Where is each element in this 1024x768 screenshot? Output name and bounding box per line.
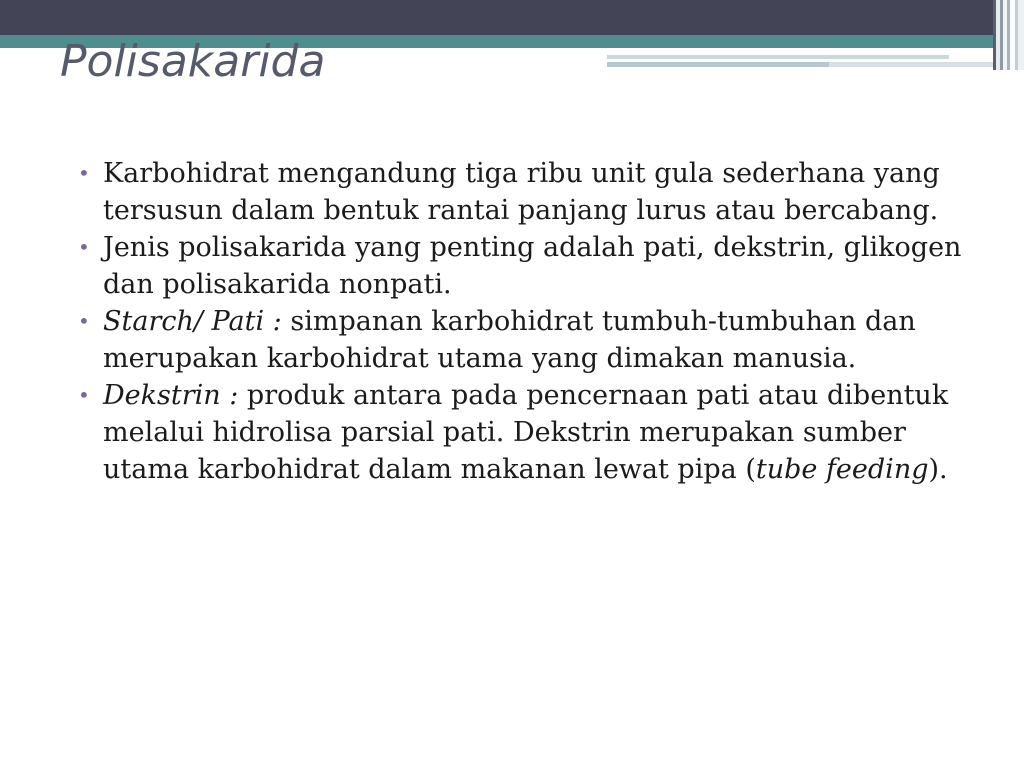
bullet-text: Karbohidrat mengandung tiga ribu unit gula sederhana yang tersusun dalam bentuk rantai panjang lurus atau bercabang. bbox=[103, 158, 940, 226]
slide-title: Polisakarida bbox=[60, 36, 326, 87]
bullet-lead-term: Dekstrin : bbox=[103, 380, 239, 411]
header-stripes bbox=[993, 0, 1024, 70]
header-accent-line bbox=[829, 62, 999, 67]
bullet-content bbox=[103, 306, 916, 374]
bullet-icon: • bbox=[78, 235, 90, 259]
bullet-lead-term: Starch/ Pati : bbox=[103, 306, 282, 337]
list-item bbox=[78, 377, 978, 488]
bullet-icon: • bbox=[78, 309, 90, 333]
list-item bbox=[78, 229, 978, 303]
bullet-content bbox=[103, 380, 948, 485]
bullet-list bbox=[78, 155, 978, 488]
bullet-text: Jenis polisakarida yang penting adalah pati, dekstrin, glikogen dan polisakarida nonpati. bbox=[103, 232, 962, 300]
bullet-emphasis: tube feeding bbox=[755, 454, 929, 485]
bullet-text: produk antara pada pencernaan pati atau dibentuk melalui hidrolisa parsial pati. Dekstrin merupakan sumber utama karbohidrat dalam makanan lewat pipa ( bbox=[103, 380, 949, 485]
bullet-icon: • bbox=[78, 383, 90, 407]
list-item bbox=[78, 303, 978, 377]
header-accent-line bbox=[607, 55, 949, 59]
bullet-icon: • bbox=[78, 161, 90, 185]
bullet-tail: ). bbox=[928, 454, 948, 485]
list-item bbox=[78, 155, 978, 229]
header-accent-line bbox=[607, 62, 829, 67]
bullet-text: simpanan karbohidrat tumbuh-tumbuhan dan merupakan karbohidrat utama yang dimakan manusia. bbox=[103, 306, 916, 374]
